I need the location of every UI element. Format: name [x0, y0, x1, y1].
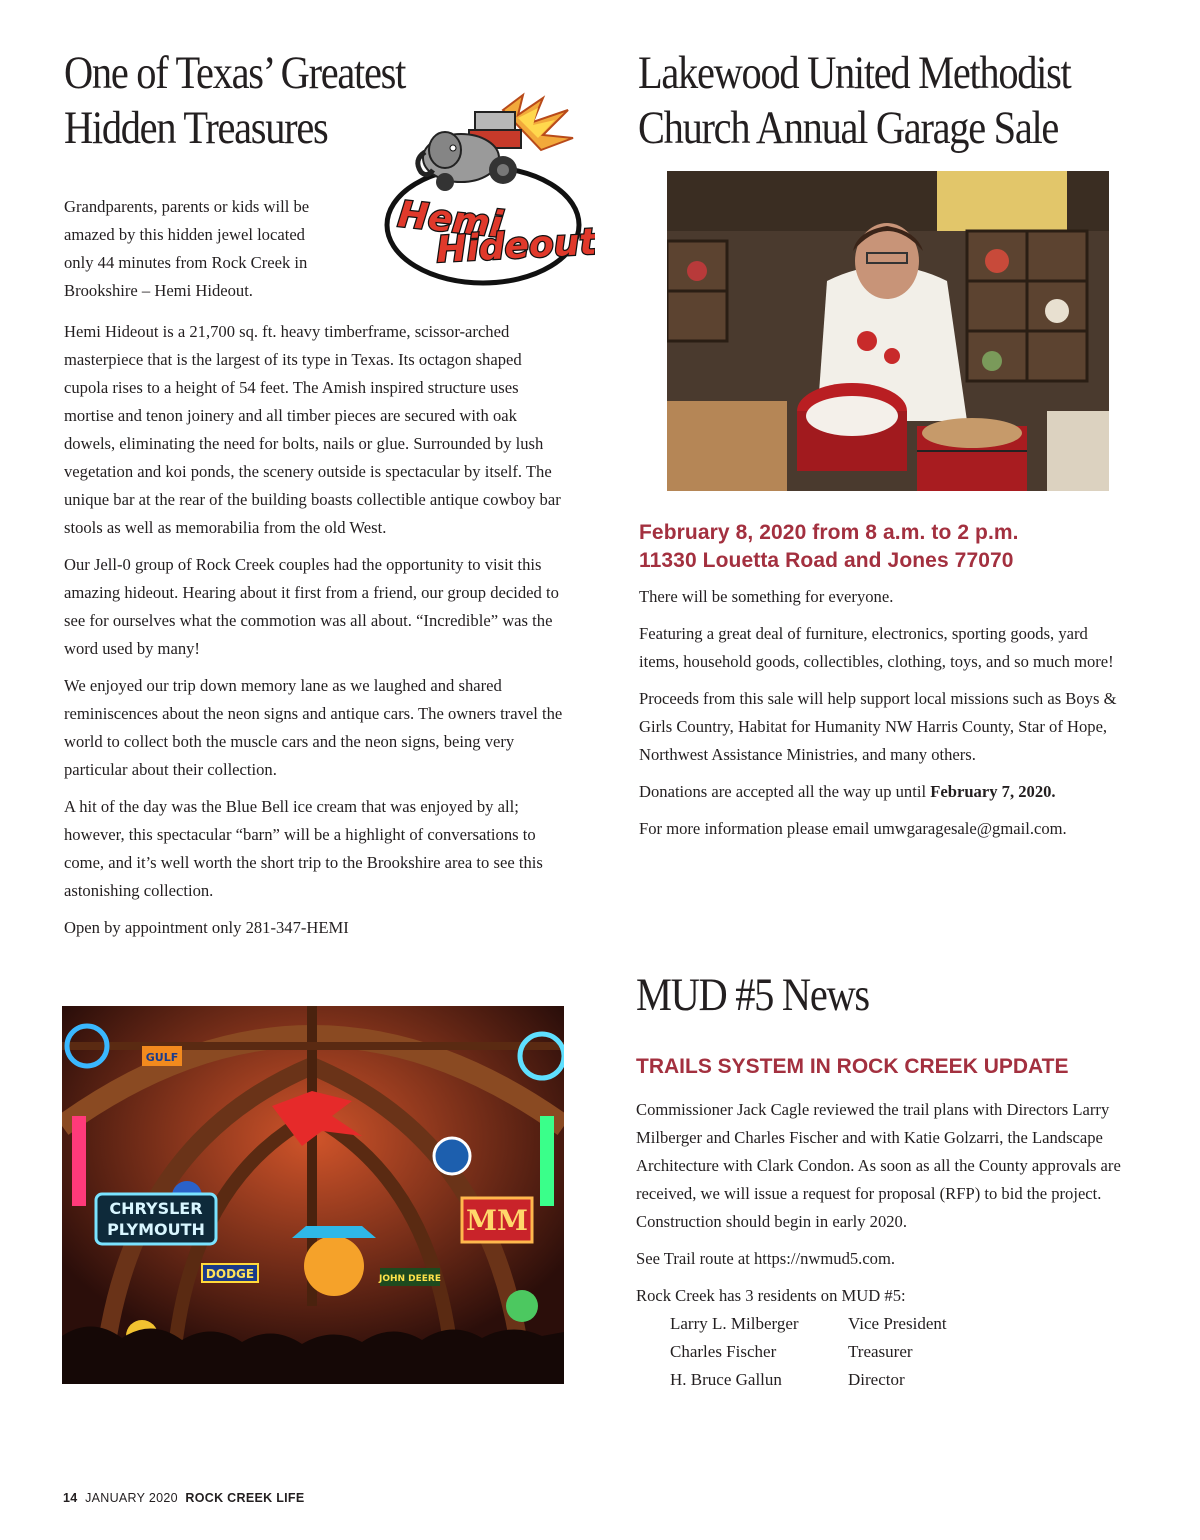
sign-gulf: GULF [145, 1051, 179, 1064]
mud-members-table [670, 1310, 947, 1394]
event-details [639, 519, 1019, 575]
article-paragraph: A hit of the day was the Blue Bell ice cream that was enjoyed by all; however, this spectacular “barn” will be a highlight of conversations to come, and it’s well worth the short trip to the Brookshire area to see this astonishing collection. [64, 797, 543, 900]
member-row [670, 1338, 947, 1366]
page-number: 14 [63, 1491, 78, 1505]
article-paragraph: We enjoyed our trip down memory lane as we laughed and shared reminiscences about the neon signs and antique cars. The owners travel the world to collect both the muscle cars and the neon signs, being very particular about their collection. [64, 676, 563, 779]
publication-name: ROCK CREEK LIFE [185, 1491, 305, 1505]
member-name: Larry L. Milberger [670, 1314, 799, 1333]
garage-sale-paragraph: There will be something for everyone. [639, 587, 894, 606]
sign-mm: MM [466, 1204, 528, 1237]
donations-paragraph [639, 778, 1129, 806]
article-paragraph: Our Jell-0 group of Rock Creek couples had the opportunity to visit this amazing hideout. Hearing about it first from a friend, our group decided to see for ourselves what the commotion was all about. “Incredible” was the word used by many! [64, 555, 559, 658]
event-address: 11330 Louetta Road and Jones 77070 [639, 549, 1014, 572]
member-role: Vice President [848, 1314, 947, 1333]
right-headline [638, 46, 1141, 156]
elephant-dragster-icon [383, 90, 595, 290]
right-headline-line1: Lakewood United Methodist [638, 47, 1071, 99]
member-name: Charles Fischer [670, 1342, 777, 1361]
mud-paragraph: Commissioner Jack Cagle reviewed the trail plans with Directors Larry Milberger and Charles Fischer and with Katie Golzarri, the Landscape Architecture with Clark Condon. As soon as all the County approvals are received, we will issue a request for proposal (RFP) to bid the project. Construction should begin in early 2020. [636, 1100, 1121, 1231]
sign-plymouth: PLYMOUTH [107, 1220, 205, 1239]
garage-sale-body [639, 583, 1129, 852]
mud-body [636, 1096, 1141, 1394]
member-role: Director [848, 1370, 905, 1389]
right-headline-line2: Church Annual Garage Sale [638, 102, 1059, 154]
mud-headline-wrap [636, 968, 907, 1023]
member-row [670, 1310, 947, 1338]
garage-sale-photo [667, 171, 1109, 491]
article-paragraph: Open by appointment only 281-347-HEMI [64, 918, 349, 937]
garage-sale-paragraph: Featuring a great deal of furniture, electronics, sporting goods, yard items, household goods, collectibles, clothing, toys, and so much more! [639, 624, 1114, 671]
donations-text: Donations are accepted all the way up until [639, 782, 931, 801]
donations-deadline: February 7, 2020. [930, 782, 1056, 801]
intro-line: only 44 minutes from Rock Creek in [64, 253, 308, 272]
page-footer [63, 1491, 304, 1505]
garage-sale-paragraph: Proceeds from this sale will help support local missions such as Boys & Girls Country, Habitat for Humanity NW Harris County, Star of Hope, Northwest Assistance Ministries, and many others. [639, 689, 1117, 764]
logo-text-hemi: Hemi [396, 194, 505, 246]
left-headline-line2: Hidden Treasures [64, 102, 328, 154]
left-headline-line1: One of Texas’ Greatest [64, 47, 406, 99]
mud-paragraph: See Trail route at https://nwmud5.com. [636, 1249, 896, 1268]
left-article-body [64, 318, 564, 951]
mud-subhead: TRAILS SYSTEM IN ROCK CREEK UPDATE [636, 1055, 1069, 1078]
member-role: Treasurer [848, 1342, 913, 1361]
event-date: February 8, 2020 from 8 a.m. to 2 p.m. [639, 521, 1019, 544]
hemi-hideout-interior-photo [62, 1006, 564, 1384]
sign-dodge: DODGE [205, 1267, 255, 1281]
logo-text-hideout: Hideout [435, 221, 595, 271]
hemi-hideout-logo [383, 90, 595, 290]
intro-line: amazed by this hidden jewel located [64, 225, 305, 244]
intro-line: Grandparents, parents or kids will be [64, 197, 310, 216]
article-paragraph: Hemi Hideout is a 21,700 sq. ft. heavy timberframe, scissor-arched masterpiece that is the largest of its type in Texas. Its octagon shaped cupola rises to a height of 54 feet. The Amish inspired structure uses mortise and tenon joinery and all timber pieces are secured with oak dowels, eliminating the need for bolts, nails or glue. Surrounded by lush vegetation and koi ponds, the scenery outside is spectacular by itself. The unique bar at the rear of the building boasts collectible antique cowboy bar stools as well as memorabilia from the old West. [64, 322, 561, 537]
contact-paragraph: For more information please email umwgaragesale@gmail.com. [639, 819, 1067, 838]
mud-members-intro: Rock Creek has 3 residents on MUD #5: [636, 1286, 906, 1305]
sign-chrysler: CHRYSLER [109, 1199, 203, 1218]
member-row [670, 1366, 947, 1394]
member-name: H. Bruce Gallun [670, 1370, 782, 1389]
intro-line: Brookshire – Hemi Hideout. [64, 281, 253, 300]
left-intro [64, 193, 364, 305]
issue-date: JANUARY 2020 [85, 1491, 178, 1505]
sign-john-deere: JOHN DEERE [378, 1274, 442, 1284]
mud-headline: MUD #5 News [636, 969, 869, 1021]
